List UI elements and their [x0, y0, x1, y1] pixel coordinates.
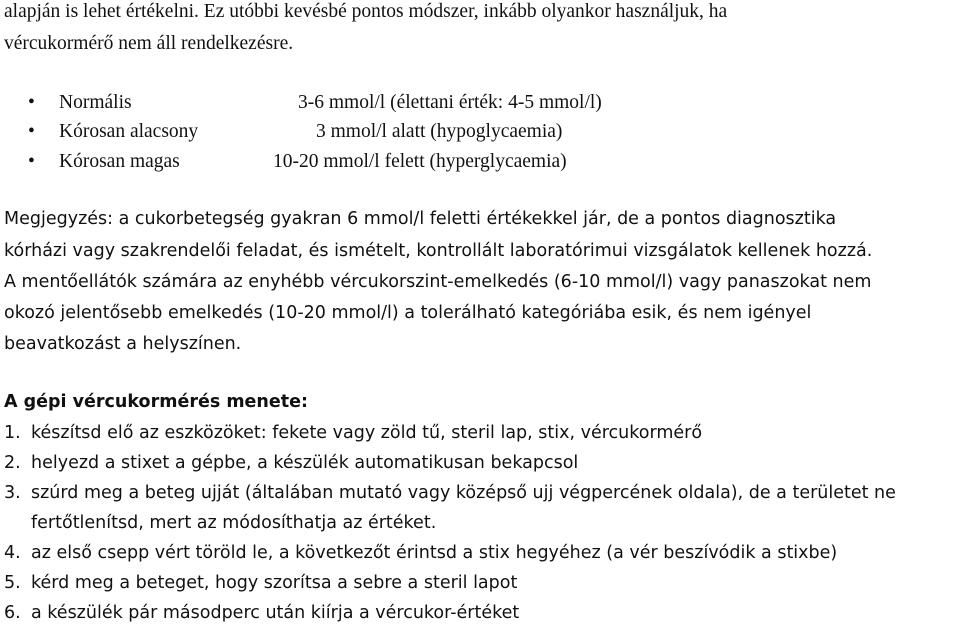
step-number: 5. [4, 573, 21, 593]
procedure-heading: A gépi vércukormérés menete: [4, 392, 308, 412]
bullet-marker: • [28, 92, 35, 113]
step-number: 3. [4, 483, 21, 503]
level-label: Normális [59, 92, 132, 113]
level-value: 3 mmol/l alatt (hypoglycaemia) [316, 121, 563, 142]
step-text: készítsd elő az eszközöket: fekete vagy zöld tű, steril lap, stix, vércukormérő [31, 423, 703, 443]
level-value: 10-20 mmol/l felett (hyperglycaemia) [273, 151, 567, 172]
step-number: 4. [4, 543, 21, 563]
intro-line-1: alapján is lehet értékelni. Ez utóbbi kevésbé pontos módszer, inkább olyankor használjuk, ha [4, 1, 728, 22]
note-line-4: okozó jelentősebb emelkedés (10-20 mmol/l) a tolerálható kategóriába esik, és nem igényel [4, 303, 812, 323]
intro-line-2: vércukormérő nem áll rendelkezésre. [4, 33, 294, 54]
step-number: 2. [4, 453, 21, 473]
step-text: helyezd a stixet a gépbe, a készülék automatikusan bekapcsol [31, 453, 579, 473]
level-label: Kórosan magas [59, 151, 180, 172]
step-text: a készülék pár másodperc után kiírja a vércukor-értéket [31, 603, 520, 623]
level-label: Kórosan alacsony [59, 121, 199, 142]
step-number: 6. [4, 603, 21, 623]
note-line-2: kórházi vagy szakrendelői feladat, és ismételt, kontrollált laboratórimui vizsgálatok kellenek hozzá. [4, 241, 873, 261]
level-value: 3-6 mmol/l (élettani érték: 4-5 mmol/l) [298, 92, 602, 113]
step-text: kérd meg a beteget, hogy szorítsa a sebre a steril lapot [31, 573, 518, 593]
note-line-3: A mentőellátók számára az enyhébb vércukorszint-emelkedés (6-10 mmol/l) vagy panaszokat nem [4, 272, 872, 292]
note-line-1: Megjegyzés: a cukorbetegség gyakran 6 mmol/l feletti értékekkel jár, de a pontos diagnosztika [4, 209, 837, 229]
step-number: 1. [4, 423, 21, 443]
bullet-marker: • [28, 121, 35, 142]
step-text-continuation: fertőtlenítsd, mert az módosíthatja az értéket. [31, 513, 437, 533]
step-text: szúrd meg a beteg ujját (általában mutató vagy középső ujj végpercének oldala), de a területet ne [31, 483, 896, 503]
note-line-5: beavatkozást a helyszínen. [4, 334, 242, 354]
bullet-marker: • [28, 151, 35, 172]
step-text: az első csepp vért töröld le, a következőt érintsd a stix hegyéhez (a vér beszívódik a stixbe) [31, 543, 838, 563]
